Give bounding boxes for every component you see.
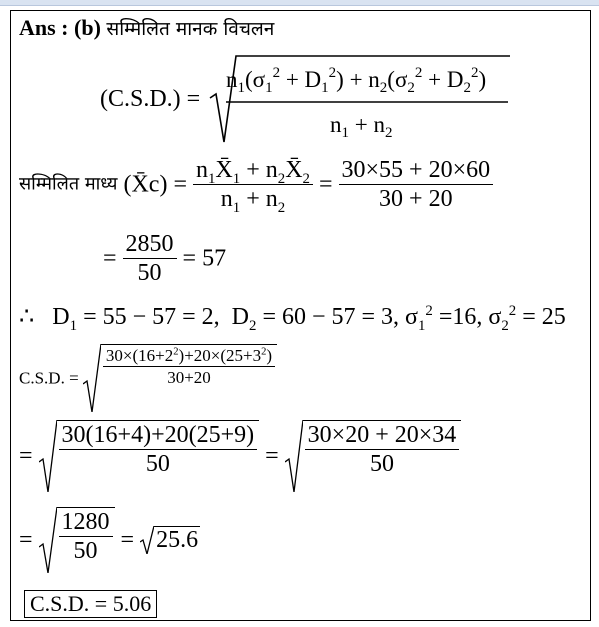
csd-definition-formula <box>100 50 520 146</box>
sqrt-sign <box>140 526 154 554</box>
csd-step3-sqrt-value: 25.6 <box>140 526 200 554</box>
combined-mean-label: सम्मिलित माध्य <box>19 173 118 195</box>
combined-mean-lhs: (X̄c) = <box>123 171 187 198</box>
mean-result: = 57 <box>182 245 227 272</box>
sqrt-sign <box>39 420 57 492</box>
combined-mean-fraction-symbolic <box>193 157 313 216</box>
csd-sub-num: $30\times(16+2^2)+20\times(25+3^2)$ <box>103 347 275 367</box>
sqrt-sign <box>83 344 101 412</box>
ans-label: Ans : (b) <box>19 15 101 40</box>
csd-sub-radical <box>83 344 277 412</box>
csd-substitution-row <box>19 344 277 412</box>
combined-mean-fraction-numeric <box>339 158 494 211</box>
csd-sub-den: 30+20 <box>167 368 211 387</box>
final-answer-row <box>24 590 157 618</box>
csd-step2-radical-2: $\frac{30\times 20 + 20\times 34}{50}$ <box>285 420 462 492</box>
deviations-row: ∴ $D_1 = 55 - 57 = 2$, $D_2 = 60 - 57 = 3$, $\sigma_1^2 =16$, $\sigma_2^2 = 25$ <box>19 303 566 334</box>
csd-def-denominator: $n_1 + n_2$ <box>330 112 393 141</box>
csd-sub-lhs: C.S.D. = <box>19 368 79 388</box>
csd-step3-row: = $\frac{1280}{50}$ = 25.6 <box>19 507 200 573</box>
therefore-symbol: ∴ <box>19 304 35 330</box>
top-window-bar <box>0 0 599 6</box>
csd-step3-radical: $\frac{1280}{50}$ <box>39 507 115 573</box>
frac-num: $n_1X̄_1$ + $n_2X̄_2$ <box>193 158 313 185</box>
csd-step2-radical-1: $\frac{30(16+4)+20(25+9)}{50}$ <box>39 420 260 492</box>
frac-den: $n_1 + n_2$ <box>220 186 286 216</box>
csd-lhs: (C.S.D.) = <box>100 86 201 112</box>
heading-text: सम्मिलित मानक विचलन <box>106 18 275 40</box>
combined-mean-row: सम्मिलित माध्य (X̄c) = $\frac{n_1X̄_1 + n_2X̄_2}{n_1 + n_2}$ = $\frac{30\times 55 + 20\times 60}{30 + 20}$ <box>19 158 493 211</box>
frac-num-numeric: 30×55 + 20×60 <box>339 158 494 185</box>
mean-step-fraction: $\frac{2850}{50}$ <box>123 232 177 285</box>
csd-def-numerator: $n_1(\sigma_1^2 + D_1^2) + n_2(\sigma_2^2 + D_2^2)$ <box>226 65 487 96</box>
frac-den-numeric: 30 + 20 <box>379 186 453 212</box>
sqrt-sign <box>39 507 57 573</box>
combined-mean-step: = $\frac{2850}{50}$ = 57 <box>103 231 227 286</box>
sqrt-sign <box>285 420 303 492</box>
answer-heading <box>19 17 274 39</box>
csd-step2-row: = $\frac{30(16+4)+20(25+9)}{50}$ = $\frac{30\times 20 + 20\times 34}{50}$ <box>19 420 461 492</box>
final-answer-box: C.S.D. = 5.06 <box>24 590 157 618</box>
